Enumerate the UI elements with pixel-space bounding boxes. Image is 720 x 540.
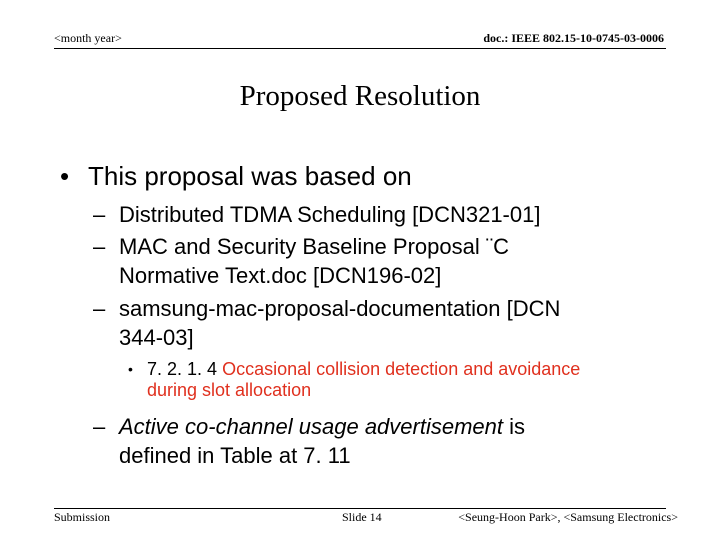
header-rule bbox=[54, 48, 666, 49]
footer-submission: Submission bbox=[54, 510, 111, 524]
header-date: <month year> bbox=[54, 31, 122, 45]
section-title-line-1: Occasional collision detection and avoidance bbox=[222, 359, 581, 379]
sub-bullet-4-rest: is bbox=[509, 414, 526, 439]
bullet-dot-icon: • bbox=[60, 161, 70, 191]
sub-sub-bullet-1-text bbox=[147, 359, 677, 401]
section-title-line-2: during slot allocation bbox=[147, 380, 312, 400]
dash-icon: – bbox=[93, 414, 106, 439]
sub-bullet-4-italic: Active co-channel usage advertisement bbox=[119, 414, 503, 439]
sub-bullet-1-text: Distributed TDMA Scheduling [DCN321-01] bbox=[119, 202, 541, 227]
sub-bullet-2-line-1: MAC and Security Baseline Proposal ¨C bbox=[119, 234, 510, 259]
footer-author: <Seung-Hoon Park>, <Samsung Electronics> bbox=[458, 510, 678, 524]
sub-bullet-4-text bbox=[119, 412, 679, 470]
dash-icon: – bbox=[93, 296, 106, 321]
slide-title: Proposed Resolution bbox=[239, 80, 481, 112]
sub-bullet-3-text bbox=[119, 294, 679, 352]
sub-bullet-3-line-1: samsung-mac-proposal-documentation [DCN bbox=[119, 296, 561, 321]
footer-slide-number: Slide 14 bbox=[342, 510, 382, 524]
sub-bullet-2-line-2: Normative Text.doc [DCN196-02] bbox=[119, 263, 442, 288]
dash-icon: – bbox=[93, 234, 106, 259]
bullet-dot-icon: • bbox=[128, 361, 133, 377]
bullet-main-text: This proposal was based on bbox=[88, 161, 412, 191]
sub-bullet-2-text bbox=[119, 232, 679, 290]
section-number: 7. 2. 1. 4 bbox=[147, 359, 218, 379]
sub-bullet-4-line-2: defined in Table at 7. 11 bbox=[119, 443, 351, 468]
sub-bullet-3-line-2: 344-03] bbox=[119, 325, 194, 350]
footer-rule bbox=[54, 508, 666, 509]
dash-icon: – bbox=[93, 202, 106, 227]
header-doc-id: doc.: IEEE 802.15-10-0745-03-0006 bbox=[483, 31, 664, 45]
